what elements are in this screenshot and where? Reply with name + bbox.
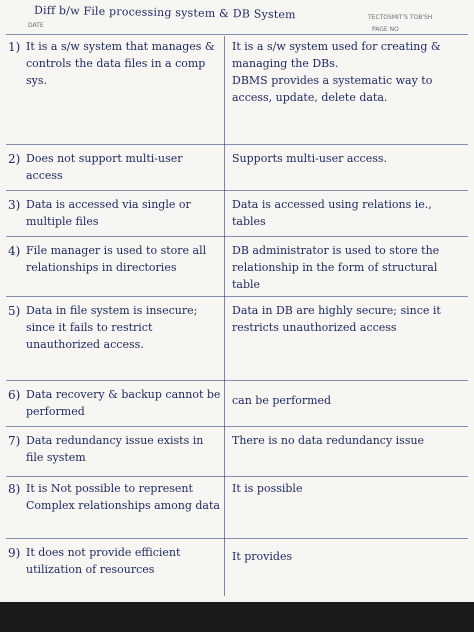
row-number: 5) xyxy=(8,304,21,318)
db-system-cell: Data in DB are highly secure; since it restricts unauthorized access xyxy=(232,304,441,334)
row-number: 3) xyxy=(8,198,21,212)
row-divider xyxy=(6,236,468,237)
file-system-cell: Data recovery & backup cannot be performed xyxy=(26,388,221,418)
row-divider xyxy=(6,426,468,427)
file-system-cell: Does not support multi-user access xyxy=(26,152,183,182)
row-number: 1) xyxy=(8,40,21,54)
row-divider xyxy=(6,476,468,477)
db-system-cell: There is no data redundancy issue xyxy=(232,434,425,447)
row-number: 8) xyxy=(8,482,21,496)
row-divider xyxy=(6,144,468,145)
page-no-label: PAGE NO xyxy=(372,26,399,33)
db-system-cell: It is possible xyxy=(232,482,303,495)
row-divider xyxy=(6,380,468,381)
file-system-cell: File manager is used to store all relationships in directories xyxy=(26,244,207,274)
row-number: 7) xyxy=(8,434,21,448)
file-system-cell: Data in file system is insecure; since it fails to restrict unauthorized access. xyxy=(26,304,198,351)
row-number: 9) xyxy=(8,546,21,560)
db-system-cell: can be performed xyxy=(232,394,332,407)
notebook-brand: TECTOSMIT'S TOB'SH xyxy=(368,14,433,21)
row-divider xyxy=(6,34,468,35)
file-system-cell: It is a s/w system that manages & controls the data files in a comp sys. xyxy=(26,40,215,87)
db-system-cell: DB administrator is used to store the relationship in the form of structural table xyxy=(232,244,440,291)
file-system-cell: Data redundancy issue exists in file system xyxy=(26,434,204,464)
file-system-cell: It is Not possible to represent Complex relationships among data xyxy=(26,482,220,512)
page-title: Diff b/w File processing system & DB System xyxy=(33,3,296,22)
row-number: 4) xyxy=(8,244,21,258)
row-divider xyxy=(6,190,468,191)
row-number: 2) xyxy=(8,152,21,166)
row-divider xyxy=(6,538,468,539)
db-system-cell: It is a s/w system used for creating & managing the DBs. DBMS provides a systematic way to access, update, delete data. xyxy=(232,40,441,104)
date-label: DATE xyxy=(28,22,44,29)
row-divider xyxy=(6,296,468,297)
db-system-cell: It provides xyxy=(232,550,293,563)
row-number: 6) xyxy=(8,388,21,402)
file-system-cell: Data is accessed via single or multiple files xyxy=(26,198,191,228)
db-system-cell: Data is accessed using relations ie., tables xyxy=(232,198,432,228)
db-system-cell: Supports multi-user access. xyxy=(232,152,388,165)
column-divider xyxy=(224,36,225,596)
bottom-shadow-bar xyxy=(0,602,474,632)
file-system-cell: It does not provide efficient utilization of resources xyxy=(26,546,181,576)
